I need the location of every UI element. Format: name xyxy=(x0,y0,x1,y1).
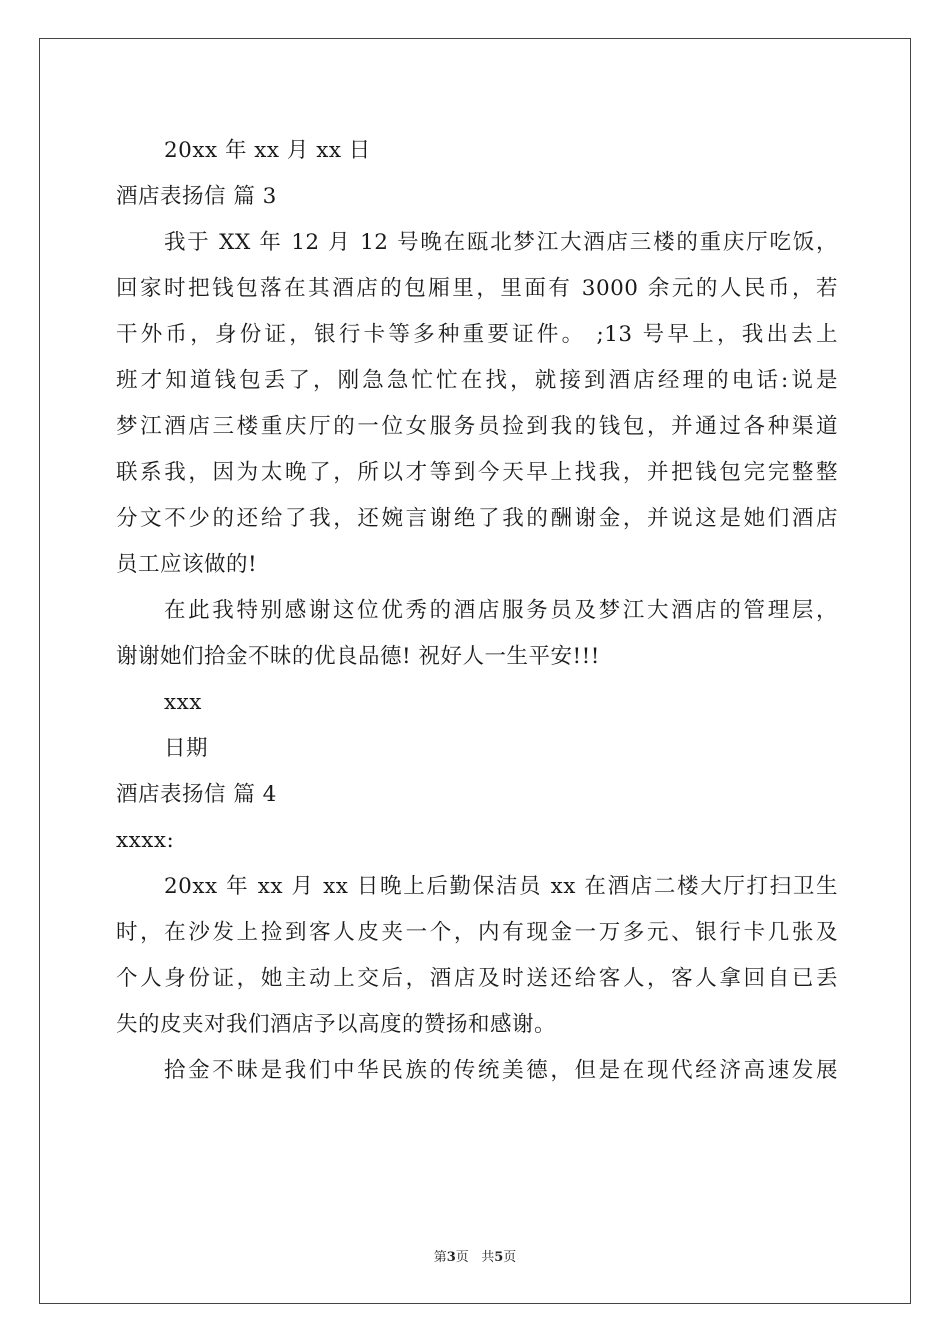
paragraph-line: 联系我，因为太晚了，所以才等到今天早上找我，并把钱包完完整整 xyxy=(116,460,838,485)
section-4-title: 酒店表扬信 篇 4 xyxy=(116,782,277,807)
section-3-title: 酒店表扬信 篇 3 xyxy=(116,184,277,209)
signature: xxx xyxy=(164,690,202,715)
paragraph-line: 分文不少的还给了我，还婉言谢绝了我的酬谢金，并说这是她们酒店 xyxy=(116,506,838,531)
section-3-paragraph-1 xyxy=(116,220,838,588)
paragraph-line: 回家时把钱包落在其酒店的包厢里，里面有 3000 余元的人民币，若 xyxy=(116,276,838,301)
salutation: xxxx: xyxy=(116,828,175,853)
paragraph-line: 干外币，身份证，银行卡等多种重要证件。 ;13 号早上，我出去上 xyxy=(116,322,838,347)
paragraph-line: 20xx 年 xx 月 xx 日晚上后勤保洁员 xx 在酒店二楼大厅打扫卫生 xyxy=(164,874,838,899)
page-footer xyxy=(0,1246,950,1265)
paragraph-line: 个人身份证，她主动上交后，酒店及时送还给客人，客人拿回自已丢 xyxy=(116,966,838,991)
paragraph-line: 失的皮夹对我们酒店予以高度的赞扬和感谢。 xyxy=(116,1012,557,1037)
paragraph-line: 时，在沙发上捡到客人皮夹一个，内有现金一万多元、银行卡几张及 xyxy=(116,920,838,945)
paragraph-line: 班才知道钱包丢了，刚急急忙忙在找，就接到酒店经理的电话:说是 xyxy=(116,368,838,393)
section-4-paragraph-2 xyxy=(116,1048,838,1094)
total-suffix: 页 xyxy=(503,1250,517,1265)
paragraph-line: 谢谢她们拾金不昧的优良品德! 祝好人一生平安!!! xyxy=(116,644,600,669)
paragraph-line: 梦江酒店三楼重庆厅的一位女服务员捡到我的钱包，并通过各种渠道 xyxy=(116,414,838,439)
section-3-paragraph-2 xyxy=(116,588,838,680)
paragraph-line: 拾金不昧是我们中华民族的传统美德，但是在现代经济高速发展 xyxy=(164,1058,838,1083)
page-prefix: 第 xyxy=(433,1250,447,1265)
total-pages: 5 xyxy=(494,1250,504,1265)
section-4-paragraph-1 xyxy=(116,864,838,1048)
paragraph-line: 我于 XX 年 12 月 12 号晚在瓯北梦江大酒店三楼的重庆厅吃饭， xyxy=(164,230,838,255)
date-label: 日期 xyxy=(164,736,209,761)
page-number: 3 xyxy=(446,1250,456,1265)
page-suffix: 页 xyxy=(455,1250,469,1265)
paragraph-line: 员工应该做的! xyxy=(116,552,258,577)
paragraph-line: 在此我特别感谢这位优秀的酒店服务员及梦江大酒店的管理层， xyxy=(164,598,838,623)
total-prefix: 共 xyxy=(481,1250,495,1265)
date-line: 20xx 年 xx 月 xx 日 xyxy=(164,138,371,163)
document-body xyxy=(116,128,838,1094)
